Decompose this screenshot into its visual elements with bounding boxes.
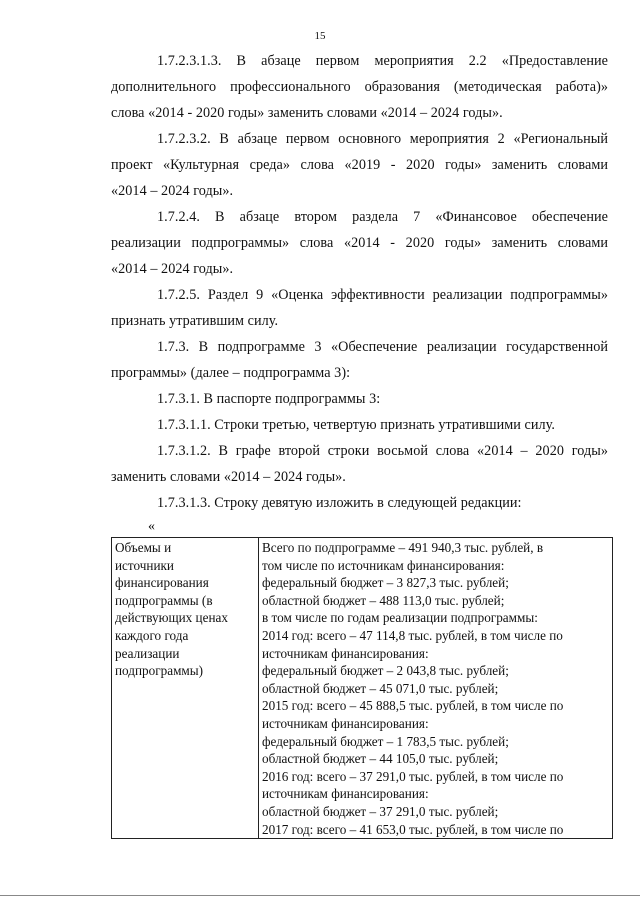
funding-label-cell: [112, 538, 259, 839]
paragraph-line: дополнительного профессионального образования (методическая работа)»: [111, 79, 608, 95]
funding-value-line: федеральный бюджет – 1 783,5 тыс. рублей;: [262, 733, 509, 749]
funding-value-line: Всего по подпрограмме – 491 940,3 тыс. рублей, в: [262, 540, 544, 555]
paragraph-line: 1.7.3.1.1. Строки третью, четвертую признать утратившими силу.: [157, 417, 555, 433]
paragraph: [111, 126, 608, 204]
paragraph-line: 1.7.2.4. В абзаце втором раздела 7 «Финансовое обеспечение: [157, 209, 608, 225]
paragraph-line: проект «Культурная среда» слова «2019 - 2020 годы» заменить словами: [111, 157, 608, 173]
funding-value-line: 2015 год: всего – 45 888,5 тыс. рублей, в том числе по: [262, 698, 564, 714]
funding-value-line: федеральный бюджет – 3 827,3 тыс. рублей;: [262, 575, 509, 591]
funding-label-line: каждого года: [115, 627, 189, 643]
funding-value-line: 2014 год: всего – 47 114,8 тыс. рублей, в том числе по: [262, 627, 563, 643]
paragraph-line: 1.7.2.3.1.3. В абзаце первом мероприятия 2.2 «Предоставление: [157, 53, 608, 69]
funding-value-line: областной бюджет – 44 105,0 тыс. рублей;: [262, 751, 499, 767]
page-bottom-rule: [0, 895, 640, 896]
paragraph-line: признать утратившим силу.: [111, 313, 279, 329]
funding-value-line: 2016 год: всего – 37 291,0 тыс. рублей, в том числе по: [262, 768, 564, 784]
funding-value-line: областной бюджет – 45 071,0 тыс. рублей;: [262, 680, 499, 696]
funding-value-line: 2017 год: всего – 41 653,0 тыс. рублей, в том числе по: [262, 821, 564, 837]
paragraph-line: «2014 – 2024 годы».: [111, 261, 234, 277]
paragraph-line: слова «2014 - 2020 годы» заменить словами «2014 – 2024 годы».: [111, 105, 503, 121]
funding-value-line: в том числе по годам реализации подпрограммы:: [262, 610, 538, 626]
paragraph-line: реализации подпрограммы» слова «2014 - 2020 годы» заменить словами: [111, 235, 608, 251]
paragraph: [111, 438, 608, 490]
paragraph-line: 1.7.3.1.3. Строку девятую изложить в следующей редакции:: [157, 495, 522, 511]
funding-label-line: подпрограммы): [115, 663, 204, 679]
funding-value-line: областной бюджет – 37 291,0 тыс. рублей;: [262, 803, 499, 819]
paragraph-line: 1.7.2.5. Раздел 9 «Оценка эффективности реализации подпрограммы»: [157, 287, 608, 303]
funding-value-line: источникам финансирования:: [262, 786, 429, 802]
opening-quote-mark: «: [148, 519, 155, 534]
paragraph: [111, 412, 608, 438]
paragraph-line: 1.7.3. В подпрограмме 3 «Обеспечение реализации государственной: [157, 339, 608, 355]
funding-value-line: источникам финансирования:: [262, 715, 429, 731]
funding-label-line: источники: [115, 557, 174, 573]
funding-table-row: [112, 538, 613, 839]
paragraph: [111, 48, 608, 126]
paragraph-line: 1.7.2.3.2. В абзаце первом основного мероприятия 2 «Региональный: [157, 131, 608, 147]
paragraph-line: 1.7.3.1.2. В графе второй строки восьмой слова «2014 – 2020 годы»: [157, 443, 608, 459]
paragraph-line: заменить словами «2014 – 2024 годы».: [111, 469, 346, 485]
paragraph: [111, 490, 608, 516]
paragraph-line: 1.7.3.1. В паспорте подпрограммы 3:: [157, 391, 381, 407]
funding-value-line: источникам финансирования:: [262, 645, 429, 661]
paragraph: [111, 386, 608, 412]
funding-label-line: подпрограммы (в: [115, 592, 213, 608]
paragraph-line: программы» (далее – подпрограмма 3):: [111, 365, 351, 381]
page-number: 15: [314, 30, 326, 42]
funding-value-line: федеральный бюджет – 2 043,8 тыс. рублей;: [262, 663, 509, 679]
funding-label-line: реализации: [115, 645, 180, 661]
document-body: [111, 48, 608, 516]
funding-value-line: областной бюджет – 488 113,0 тыс. рублей;: [262, 592, 505, 608]
funding-label-line: действующих ценах: [115, 610, 228, 626]
paragraph: [111, 282, 608, 334]
funding-table: [111, 537, 613, 839]
paragraph: [111, 334, 608, 386]
funding-value-line: том числе по источникам финансирования:: [262, 557, 505, 573]
funding-value-cell: [259, 538, 613, 839]
funding-label-line: Объемы и: [115, 540, 172, 555]
funding-label-line: финансирования: [115, 575, 209, 591]
paragraph-line: «2014 – 2024 годы».: [111, 183, 234, 199]
paragraph: [111, 204, 608, 282]
